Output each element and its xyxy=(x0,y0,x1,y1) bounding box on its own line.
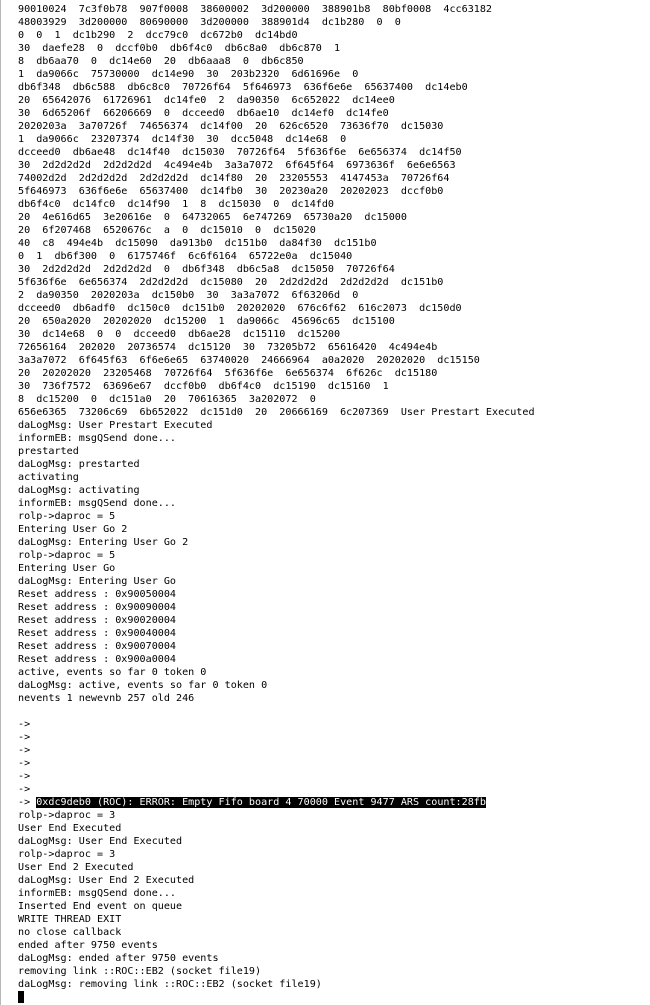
terminal-line: 5f636f6e 6e656374 2d2d2d2d dc15080 20 2d2d2d2d 2d2d2d2d dc151b0 xyxy=(18,277,444,288)
terminal-line: activating xyxy=(18,472,79,483)
terminal-line: Entering User Go 2 xyxy=(18,524,128,535)
terminal-line: daLogMsg: active, events so far 0 token 0 xyxy=(18,680,268,691)
terminal-line: 2 da90350 2020203a dc150b0 30 3a3a7072 6f63206d 0 xyxy=(18,290,359,301)
terminal-line: daLogMsg: prestarted xyxy=(18,459,140,470)
terminal-line: 2020203a 3a70726f 74656374 dc14f00 20 626c6520 73636f70 dc15030 xyxy=(18,121,444,132)
prompt: -> xyxy=(18,797,37,808)
terminal-line: Reset address : 0x90040004 xyxy=(18,628,177,639)
terminal-line: daLogMsg: User End Executed xyxy=(18,836,183,847)
terminal-line: 8 dc15200 0 dc151a0 20 70616365 3a202072 0 xyxy=(18,394,316,405)
terminal-line: dcceed0 db6ae48 dc14f40 dc15030 70726f64 5f636f6e 6e656374 dc14f50 xyxy=(18,147,462,158)
text-cursor[interactable] xyxy=(18,991,24,1003)
terminal-line: daLogMsg: ended after 9750 events xyxy=(18,953,219,964)
terminal-line: daLogMsg: User Prestart Executed xyxy=(18,420,213,431)
terminal-line: 90010024 7c3f0b78 907f0008 38600002 3d200000 388901b8 80bf0008 4cc63182 xyxy=(18,4,493,15)
terminal-line: 20 6f207468 6520676c a 0 dc15010 0 dc15020 xyxy=(18,225,316,236)
terminal-line: 656e6365 73206c69 6b652022 dc151d0 20 20666169 6c207369 User Prestart Executed xyxy=(18,407,535,418)
terminal-line: Reset address : 0x90020004 xyxy=(18,615,177,626)
terminal-line: -> xyxy=(18,745,31,756)
terminal-line: 20 20202020 23205468 70726f64 5f636f6e 6e656374 6f626c dc15180 xyxy=(18,368,438,379)
terminal-line: no close callback xyxy=(18,927,122,938)
terminal-line: dcceed0 db6adf0 dc150c0 dc151b0 20202020 676c6f62 616c2073 dc150d0 xyxy=(18,303,462,314)
terminal-line: rolp->daproc = 5 xyxy=(18,550,116,561)
terminal-line: 20 650a2020 20202020 dc15200 1 da9066c 45696c65 dc15100 xyxy=(18,316,395,327)
terminal-line: WRITE THREAD EXIT xyxy=(18,914,122,925)
terminal-line: 30 dc14e68 0 0 dcceed0 db6ae28 dc15110 dc15200 xyxy=(18,329,341,340)
terminal-line: 40 c8 494e4b dc15090 da913b0 dc151b0 da84f30 dc151b0 xyxy=(18,238,377,249)
terminal-line: 20 65642076 61726961 dc14fe0 2 da90350 6c652022 dc14ee0 xyxy=(18,95,395,106)
terminal-line: 8 db6aa70 0 dc14e60 20 db6aaa8 0 db6c850 xyxy=(18,56,304,67)
terminal-line: Reset address : 0x90070004 xyxy=(18,641,177,652)
terminal-line: 0 0 1 dc1b290 2 dcc79c0 dc672b0 dc14bd0 xyxy=(18,30,298,41)
terminal-line: -> xyxy=(18,758,31,769)
terminal-line: User End 2 Executed xyxy=(18,862,134,873)
terminal-line: 72656164 202020 20736574 dc15120 30 73205b72 65616420 4c494e4b xyxy=(18,342,438,353)
terminal-line: User End Executed xyxy=(18,823,122,834)
terminal-line: ended after 9750 events xyxy=(18,940,158,951)
terminal-line: 30 2d2d2d2d 2d2d2d2d 4c494e4b 3a3a7072 6f645f64 6973636f 6e6e6563 xyxy=(18,160,456,171)
terminal-line: 20 4e616d65 3e20616e 0 64732065 6e747269 65730a20 dc15000 xyxy=(18,212,407,223)
terminal-line: active, events so far 0 token 0 xyxy=(18,667,207,678)
terminal-line: informEB: msgQSend done... xyxy=(18,888,177,899)
terminal-line: Inserted End event on queue xyxy=(18,901,183,912)
terminal-line: Entering User Go xyxy=(18,563,116,574)
terminal-line: daLogMsg: activating xyxy=(18,485,140,496)
terminal-line: 30 736f7572 63696e67 dccf0b0 db6f4c0 dc15190 dc15160 1 xyxy=(18,381,389,392)
terminal-line: Reset address : 0x90090004 xyxy=(18,602,177,613)
terminal-line: 48003929 3d200000 80690000 3d200000 388901d4 dc1b280 0 0 xyxy=(18,17,401,28)
terminal-line: informEB: msgQSend done... xyxy=(18,433,177,444)
terminal-line: 5f646973 636f6e6e 65637400 dc14fb0 30 20230a20 20202023 dccf0b0 xyxy=(18,186,444,197)
terminal-line: -> xyxy=(18,732,31,743)
error-message-highlighted[interactable]: 0xdc9deb0 (ROC): ERROR: Empty Fifo board 4 70000 Event 9477 ARS count:28fb xyxy=(36,797,486,808)
terminal-line: Reset address : 0x900a0004 xyxy=(18,654,177,665)
terminal-line: daLogMsg: removing link ::ROC::EB2 (socket file19) xyxy=(18,979,322,990)
terminal-line: informEB: msgQSend done... xyxy=(18,498,177,509)
terminal-line: -> xyxy=(18,719,31,730)
terminal-line: rolp->daproc = 5 xyxy=(18,511,116,522)
terminal-line: daLogMsg: Entering User Go 2 xyxy=(18,537,189,548)
terminal-line: nevents 1 newevnb 257 old 246 xyxy=(18,693,195,704)
error-line xyxy=(18,796,650,809)
terminal-line: 1 da9066c 23207374 dc14f30 30 dcc5048 dc14e68 0 xyxy=(18,134,347,145)
terminal-line: prestarted xyxy=(18,446,79,457)
terminal-line: 1 da9066c 75730000 dc14e90 30 203b2320 6d61696e 0 xyxy=(18,69,359,80)
terminal-line: rolp->daproc = 3 xyxy=(18,849,116,860)
terminal-line: removing link ::ROC::EB2 (socket file19) xyxy=(18,966,262,977)
terminal-line: 30 6d65206f 66206669 0 dcceed0 db6ae10 dc14ef0 dc14fe0 xyxy=(18,108,389,119)
terminal-line: 74002d2d 2d2d2d2d 2d2d2d2d dc14f80 20 23205553 4147453a 70726f64 xyxy=(18,173,450,184)
terminal-line: -> xyxy=(18,771,31,782)
terminal-line: daLogMsg: Entering User Go xyxy=(18,576,177,587)
terminal-line: 30 daefe28 0 dccf0b0 db6f4c0 db6c8a0 db6c870 1 xyxy=(18,43,341,54)
terminal-line: rolp->daproc = 3 xyxy=(18,810,116,821)
terminal-output-after xyxy=(18,809,650,991)
terminal-line: Reset address : 0x90050004 xyxy=(18,589,177,600)
terminal-line: -> xyxy=(18,784,31,795)
terminal-line: db6f4c0 dc14fc0 dc14f90 1 8 dc15030 0 dc14fd0 xyxy=(18,199,335,210)
terminal-output xyxy=(18,3,650,796)
terminal-line: 30 2d2d2d2d 2d2d2d2d 0 db6f348 db6c5a8 dc15050 70726f64 xyxy=(18,264,395,275)
terminal-line: db6f348 db6c588 db6c8c0 70726f64 5f646973 636f6e6e 65637400 dc14eb0 xyxy=(18,82,468,93)
terminal-line: daLogMsg: User End 2 Executed xyxy=(18,875,195,886)
terminal-line: 3a3a7072 6f645f63 6f6e6e65 63740020 24666964 a0a2020 20202020 dc15150 xyxy=(18,355,480,366)
terminal-line: 0 1 db6f300 0 6175746f 6c6f6164 65722e0a dc15040 xyxy=(18,251,353,262)
terminal-line xyxy=(18,705,650,718)
